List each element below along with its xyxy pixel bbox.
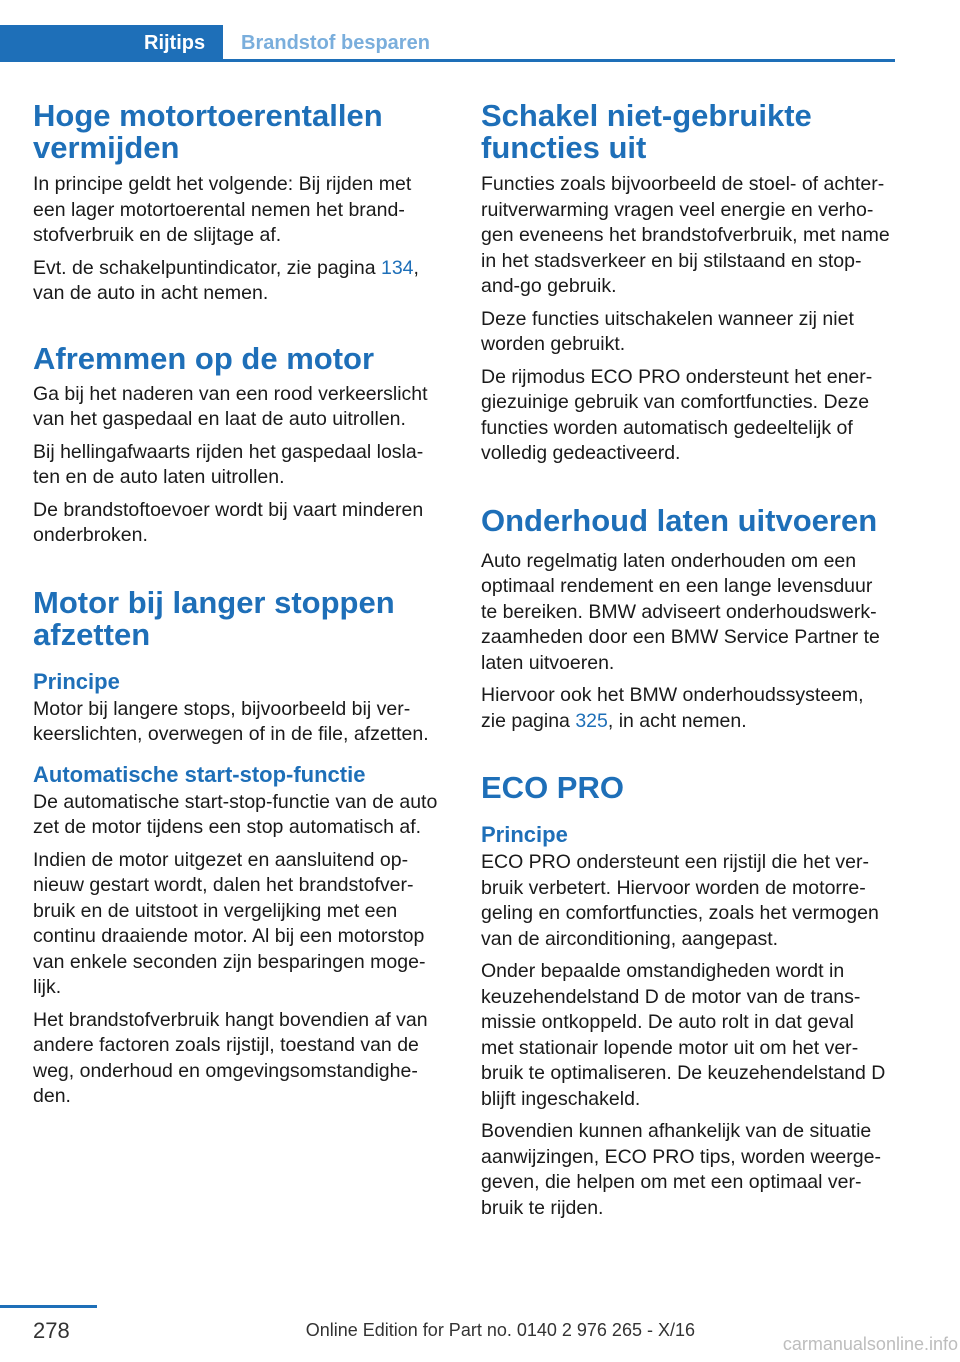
paragraph-with-link (481, 683, 891, 734)
paragraph-with-link (33, 256, 443, 307)
page-header (0, 25, 895, 62)
paragraph: Deze functies uitschakelen wanneer zij niet worden gebruikt. (481, 307, 854, 355)
paragraph: Indien de motor uitgezet en aansluitend opnieuw gestart wordt, dalen het brandstofverbruik en de uitstoot in vergelijking met een continu draaiende motor. Al bij een motorstop van enkele seconden zijn besparingen mogelijk. (33, 848, 426, 998)
header-topic-label[interactable]: Brandstof besparen (241, 32, 430, 54)
paragraph: Ga bij het naderen van een rood verkeerslicht van het gaspedaal en laat de auto uitrollen. (33, 382, 428, 430)
right-column (481, 100, 891, 1228)
paragraph: Bovendien kunnen afhankelijk van de situatie aanwijzingen, ECO PRO tips, worden weergegeven, die helpen om met een optimaal verbruik te rijden. (481, 1120, 881, 1219)
left-column (33, 100, 443, 1117)
heading-maintenance: Onderhoud laten uitvoeren (481, 502, 878, 538)
paragraph: Auto regelmatig laten onderhouden om een optimaal rendement en een lange levensduur te bereiken. BMW adviseert onderhoudswerkzaamheden door een BMW Service Partner te laten uitvoeren. (481, 549, 880, 674)
footer-accent-line (0, 1305, 97, 1308)
paragraph: In principe geldt het volgende: Bij rijden met een lager motortoerental nemen het brandstofverbruik en de slijtage af. (33, 173, 412, 246)
paragraph: Bij hellingafwaarts rijden het gaspedaal loslaten en de auto laten uitrollen. (33, 440, 424, 488)
text: Evt. de schakelpuntindicator, zie pagina (33, 256, 381, 279)
page-link-134[interactable]: 134 (380, 256, 414, 279)
subheading-principle: Principe (481, 822, 568, 847)
paragraph: ECO PRO ondersteunt een rijstijl die het verbruik verbetert. Hiervoor worden de motorregeling en comfortfuncties, zoals het vermogen van de airconditioning, aangepast. (481, 851, 879, 950)
page-link-325[interactable]: 325 (575, 709, 608, 732)
paragraph: De brandstoftoevoer wordt bij vaart minderen onderbroken. (33, 498, 424, 546)
text: , van de auto in acht nemen. (33, 256, 419, 304)
header-section-label[interactable]: Rijtips (144, 32, 206, 54)
watermark-text: carmanualsonline.info (782, 1334, 958, 1354)
edition-info: Online Edition for Part no. 0140 2 976 265 - X/16 (305, 1320, 695, 1340)
paragraph: Het brandstofverbruik hangt bovendien af van andere factoren zoals rijstijl, toestand van de weg, onderhoud en omgevingsomstandigheden. (33, 1008, 428, 1107)
paragraph: De rijmodus ECO PRO ondersteunt het energiezuinige gebruik van comfortfuncties. Deze functies worden automatisch gedeeltelijk of volledig gedeactiveerd. (481, 365, 873, 464)
heading-engine-braking: Afremmen op de motor (33, 340, 375, 376)
heading-high-rpm: Hoge motortoerentallen vermijden (33, 98, 383, 165)
paragraph: Onder bepaalde omstandigheden wordt in keuzehendelstand D de motor van de transmissie ontkoppeld. De auto rolt in dat geval met stationair lopende motor uit om het verbruik te optimaliseren. De keuzehendelstand D blijft ingeschakeld. (481, 960, 886, 1110)
subheading-principle: Principe (33, 668, 120, 694)
heading-eco-pro: ECO PRO (481, 770, 624, 805)
subheading-auto-start-stop: Automatische start-stop-functie (33, 761, 366, 787)
text: Hiervoor ook het BMW onderhoudssysteem, zie pagina (481, 684, 864, 732)
text: , in acht nemen. (607, 709, 747, 732)
paragraph: Functies zoals bijvoorbeeld de stoel- of achterruitverwarming vragen veel energie en verhogen eveneens het brandstofverbruik, met name in het stadsverkeer en bij stilstaand en stop-and-go gebruik. (481, 173, 890, 297)
heading-engine-off: Motor bij langer stoppen afzetten (33, 584, 395, 652)
paragraph: Motor bij langere stops, bijvoorbeeld bij verkeerslichten, overwegen of in de file, afzetten. (33, 697, 429, 745)
heading-disable-functions: Schakel niet-gebruikte functies uit (481, 98, 812, 165)
header-underline (223, 59, 895, 62)
page-number: 278 (33, 1318, 70, 1343)
paragraph: De automatische start-stop-functie van de auto zet de motor tijdens een stop automatisch af. (33, 790, 438, 838)
